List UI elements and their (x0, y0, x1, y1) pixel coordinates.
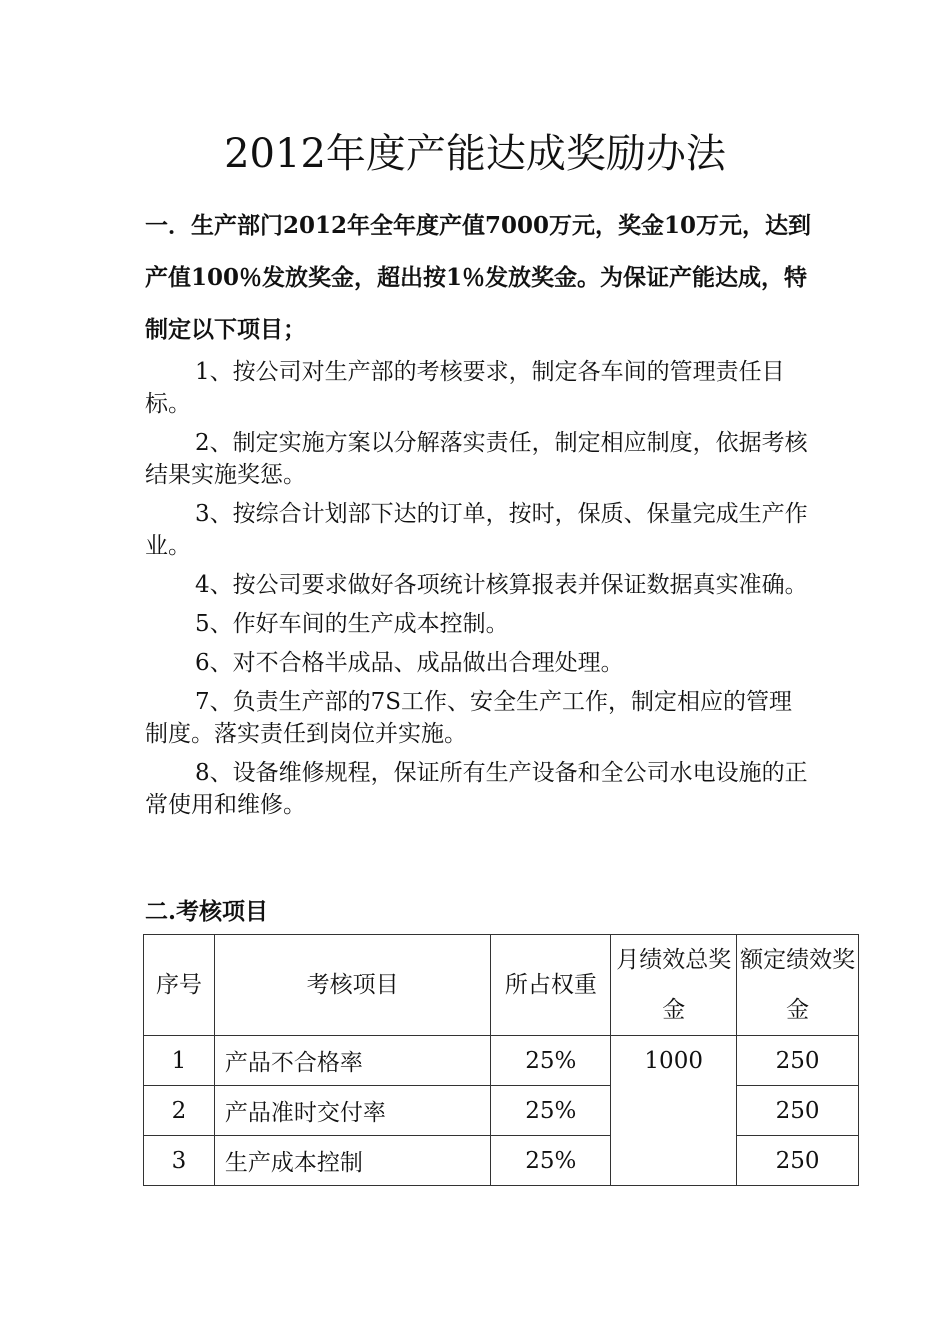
list-item: 5、作好车间的生产成本控制。 (195, 611, 509, 637)
table-row (144, 1086, 859, 1136)
section-one-paragraph: 一．生产部门2012年全年度产值7000万元，奖金10万元，达到产值100％发放奖金，超出按1％发放奖金。为保证产能达成，特制定以下项目； (145, 212, 812, 343)
list-item: 6、对不合格半成品、成品做出合理处理。 (195, 650, 624, 676)
list-item: 7、负责生产部的7S工作、安全生产工作，制定相应的管理制度。落实责任到岗位并实施。 (145, 689, 793, 747)
cell-weight: 25% (491, 1086, 611, 1136)
assessment-table (143, 934, 859, 1186)
header-total-bonus: 月绩效总奖金 (611, 935, 737, 1036)
header-weight: 所占权重 (491, 935, 611, 1036)
cell-no: 3 (144, 1136, 215, 1186)
table-row (144, 1136, 859, 1186)
table-header-row (144, 935, 859, 1036)
cell-weight: 25% (491, 1036, 611, 1086)
list-item: 4、按公司要求做好各项统计核算报表并保证数据真实准确。 (195, 572, 808, 598)
requirement-list (145, 356, 810, 828)
header-item: 考核项目 (214, 935, 491, 1036)
list-item: 3、按综合计划部下达的订单，按时，保质、保量完成生产作业。 (145, 501, 808, 559)
cell-rated: 250 (737, 1136, 859, 1186)
cell-weight: 25% (491, 1136, 611, 1186)
list-item: 8、设备维修规程，保证所有生产设备和全公司水电设施的正常使用和维修。 (145, 760, 808, 818)
cell-no: 2 (144, 1086, 215, 1136)
cell-no: 1 (144, 1036, 215, 1086)
cell-rated: 250 (737, 1036, 859, 1086)
cell-rated: 250 (737, 1086, 859, 1136)
section-two-heading: 二.考核项目 (145, 898, 269, 925)
cell-total-bonus: 1000 (611, 1036, 737, 1186)
cell-item: 产品准时交付率 (214, 1086, 491, 1136)
list-item: 1、按公司对生产部的考核要求，制定各车间的管理责任目标。 (145, 359, 785, 417)
document-title: 2012年度产能达成奖励办法 (224, 131, 726, 177)
cell-item: 生产成本控制 (214, 1136, 491, 1186)
table-row (144, 1036, 859, 1086)
header-no: 序号 (144, 935, 215, 1036)
header-rated-bonus: 额定绩效奖金 (737, 935, 859, 1036)
cell-item: 产品不合格率 (214, 1036, 491, 1086)
list-item: 2、制定实施方案以分解落实责任，制定相应制度，依据考核结果实施奖惩。 (145, 430, 808, 488)
